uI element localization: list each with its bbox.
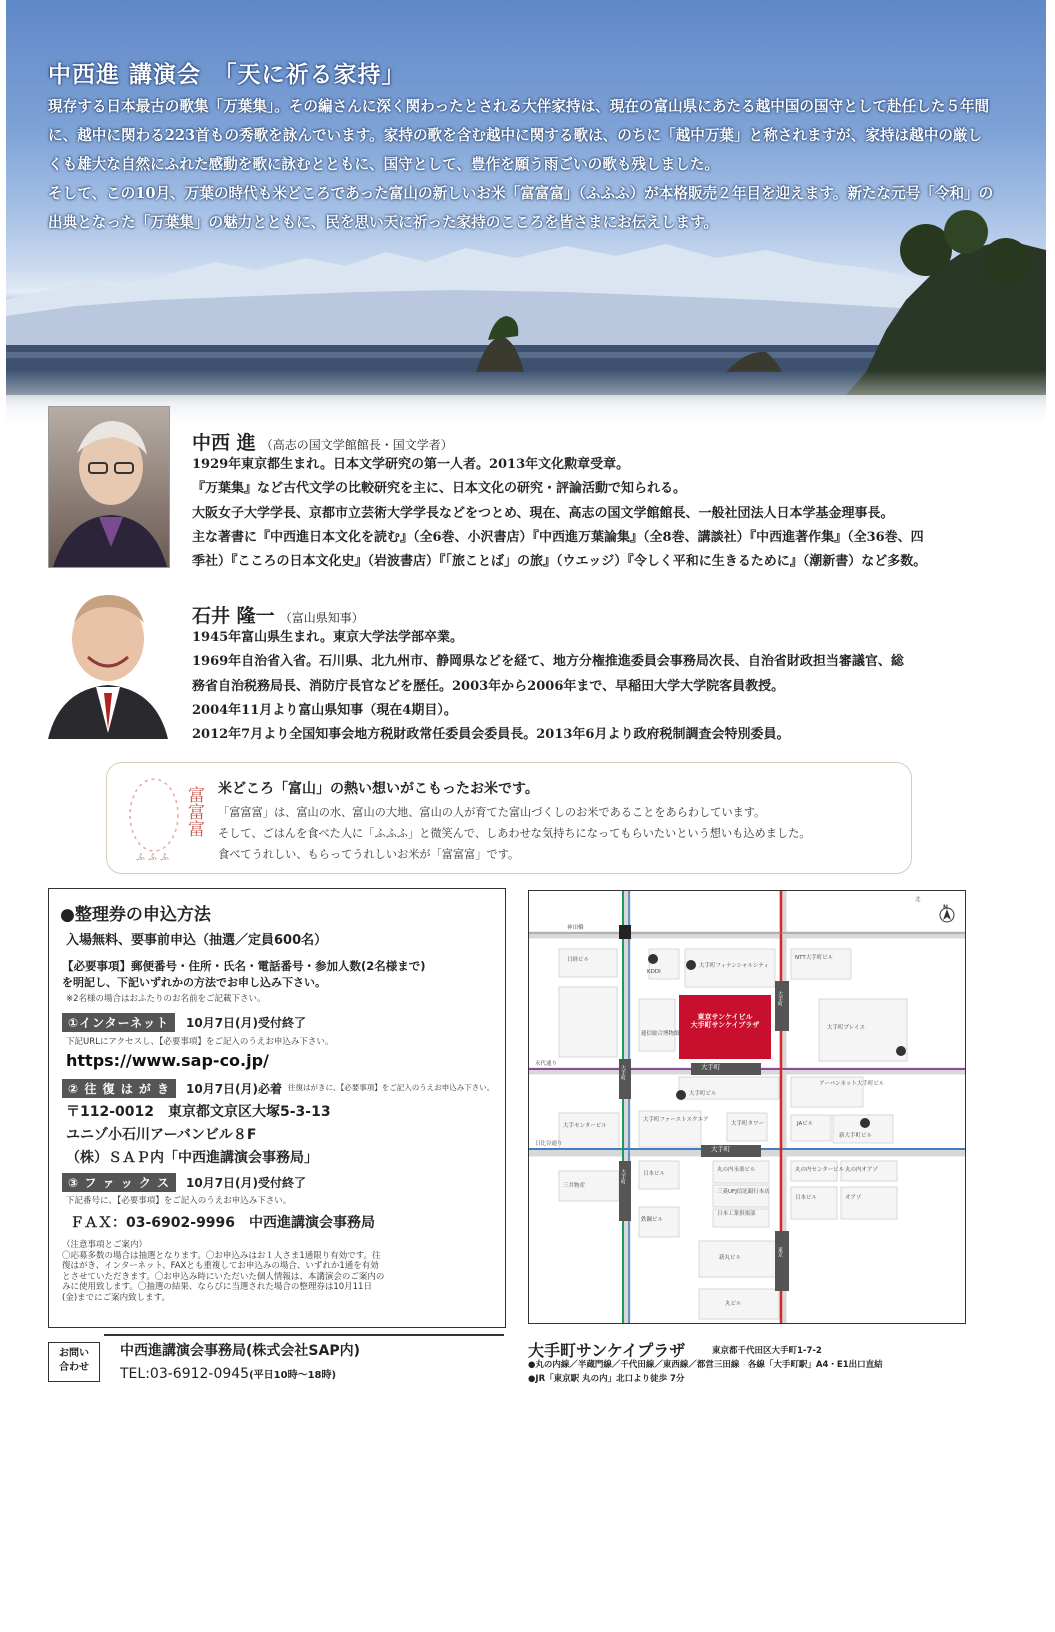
map-label: 日経ビル xyxy=(567,957,590,963)
bio-line: 季社）『こころの日本文化史』（岩波書店）『「旅ことば」の旅』（ウエッジ）『令しく平和に生きるために』（潮新書）など多数。 xyxy=(192,554,927,570)
bio-line: 主な著書に『中西進日本文化を読む』（全6巻、小沢書店）『中西進万葉論集』（全8巻、講談社）『中西進著作集』（全36巻、四 xyxy=(192,529,924,545)
map-label: 日比谷通り xyxy=(535,1141,563,1147)
fax-number: ＦＡＸ：03-6902-9996 中西進講演会事務局 xyxy=(70,1215,376,1231)
description-paragraph: そして、この10月、万葉の時代も米どころであった富山の新しいお米「富富富」（ふふふ）が本格販売２年目を迎えます。新たな元号「令和」の出典となった「万葉集」の魅力とともに、民を思い天に祈った家持のこころを皆さまにお伝えします。 xyxy=(48,185,994,231)
contact-divider xyxy=(104,1334,504,1336)
contact-label-box xyxy=(48,1342,100,1382)
speaker-photo-ishii xyxy=(48,583,168,739)
speaker-photo-nakanishi xyxy=(48,406,170,568)
internet-deadline: 10月7日(月)受付終了 xyxy=(186,1016,307,1030)
speaker-name: 石井 隆一 xyxy=(192,605,275,627)
map-label: 大手町ファーストスクエア xyxy=(643,1117,709,1123)
venue-label xyxy=(687,1013,763,1030)
map-label: 逓信総合博物館 xyxy=(641,1031,680,1037)
station-label: 東京 xyxy=(777,1247,783,1257)
map-label: 大手町タワー xyxy=(731,1121,765,1127)
notes xyxy=(62,1240,384,1303)
map-label: 三井物産 xyxy=(563,1183,586,1189)
postal-address: 〒112-0012 東京都文京区大塚5-3-13 xyxy=(66,1104,331,1120)
map-label: 日本工業倶楽部 xyxy=(717,1211,756,1217)
bio-line: 2012年7月より全国知事会地方税財政常任委員会委員長。2013年6月より政府税制調査会特別委員。 xyxy=(192,727,790,743)
bio-line: 『万葉集』など古代文学の比較研究を主に、日本文化の研究・評論活動で知られる。 xyxy=(192,481,687,497)
contact-label: 合わせ xyxy=(59,1362,89,1373)
speaker-bio xyxy=(192,453,926,574)
note-line: みに使用致します。〇抽選の結果、ならびに当選された場合の整理券は10月11日 xyxy=(62,1282,372,1292)
contact-label: お問い xyxy=(59,1348,89,1359)
map-label: JAビル xyxy=(797,1121,814,1127)
postcard-method-label: ② 往 復 は が き xyxy=(62,1079,176,1098)
map-label: 丸の内永楽ビル xyxy=(717,1167,756,1173)
building-name: ユニゾ小石川アーバンビル８F xyxy=(66,1127,257,1143)
rice-description xyxy=(218,802,811,865)
map-label: KDDI xyxy=(647,969,661,975)
station-label: 大手町 xyxy=(701,1063,721,1071)
map-label: 神田橋 xyxy=(567,925,584,931)
speaker-role: （高志の国文学館館長・国文学者） xyxy=(260,438,453,452)
contact-phone[interactable] xyxy=(120,1366,336,1382)
bio-line: 1969年自治省入省。石川県、北九州市、静岡県などを経て、地方分権推進委員会事務局次長、自治省財政担当審議官、総 xyxy=(192,654,904,670)
map-label: 丸の内センタービル xyxy=(795,1167,845,1173)
office-name: （株）ＳＡＰ内「中西進講演会事務局」 xyxy=(66,1150,318,1166)
note-line: (金)までにご案内致します。 xyxy=(62,1292,170,1303)
contact-org: 中西進講演会事務局(株式会社SAP内) xyxy=(120,1343,360,1359)
postcard-deadline: 10月7日(月)必着 xyxy=(186,1082,283,1096)
station-label: 大手町 xyxy=(620,1065,626,1080)
application-title: ●整理券の申込方法 xyxy=(60,905,211,925)
internet-method-label: ①インターネット xyxy=(62,1013,175,1032)
map-label: 新大手町ビル xyxy=(839,1133,873,1139)
rice-line: そして、ごはんを食べた人に「ふふふ」と微笑んで、しあわせな気持ちになってもらいたいという想いも込めました。 xyxy=(218,827,811,840)
note-line: 復はがき、インターネット、FAXとも重複してお申込みの場合、いずれか1通を有効 xyxy=(62,1261,379,1271)
map-label: 三菱UFJ信託銀行本店 xyxy=(717,1189,770,1195)
map-label: 大手町プレイス xyxy=(827,1025,865,1031)
map-label: NTT大手町ビル xyxy=(795,955,834,961)
fax-note: 下記番号に、【必要事項】をご記入のうえお申込み下さい。 xyxy=(66,1196,292,1206)
map-drawing xyxy=(529,891,965,1323)
required-note: ※2名様の場合はおふたりのお名前をご記載下さい。 xyxy=(66,994,266,1004)
map-label: オアゾ xyxy=(845,1195,862,1201)
speaker-name: 中西 進 xyxy=(192,432,256,454)
contact-tel[interactable]: TEL:03-6912-0945 xyxy=(120,1366,250,1382)
note-line: とさせていただきます。〇お申込み時にいただいた個人情報は、本講演会のご案内の xyxy=(62,1271,385,1282)
venue-map xyxy=(528,890,966,1324)
station-label: 大手町 xyxy=(711,1145,731,1153)
fufufu-logo xyxy=(124,770,204,864)
application-url[interactable]: https://www.sap-co.jp/ xyxy=(66,1051,269,1070)
venue-access: ●JR「東京駅 丸の内」北口より徒歩 7分 xyxy=(528,1374,685,1384)
rice-line: 「富富富」は、富山の水、富山の大地、富山の人が育てた富山づくしのお米であることをあらわしています。 xyxy=(218,806,766,819)
venue-address: 東京都千代田区大手町1-7-2 xyxy=(712,1346,822,1356)
station-label: 大手町 xyxy=(620,1169,626,1184)
map-label: 丸の内オアゾ xyxy=(845,1167,878,1173)
note-line: 〇応募多数の場合は抽選となります。〇お申込みはお１人さま1通限り有効です。往 xyxy=(62,1250,381,1261)
map-label: 大手センタービル xyxy=(563,1123,607,1129)
rice-headline: 米どころ「富山」の熱い想いがこもったお米です。 xyxy=(218,781,539,797)
map-label: 永代通り xyxy=(535,1061,558,1067)
bio-line: 1945年富山県生まれ。東京大学法学部卒業。 xyxy=(192,630,463,645)
application-subtitle: 入場無料、要事前申込（抽選／定員600名） xyxy=(66,933,328,948)
required-items: 【必要事項】郵便番号・住所・氏名・電話番号・参加人数(2名様まで) xyxy=(62,959,426,973)
map-label: 大手町フィナンシャルシティ xyxy=(699,963,769,969)
required-items-2: を明記し、下記いずれかの方法でお申し込み下さい。 xyxy=(62,976,326,989)
fax-deadline: 10月7日(月)受付終了 xyxy=(186,1176,307,1190)
bio-line: 1929年東京都生まれ。日本文学研究の第一人者。2013年文化勲章受章。 xyxy=(192,457,630,472)
map-label: アーバンネット大手町ビル xyxy=(819,1081,885,1087)
map-label: 鉄鋼ビル xyxy=(641,1217,664,1223)
rice-line: 食べてうれしい、もらってうれしいお米が「富富富」です。 xyxy=(218,848,520,861)
logo-kana: ふふふ xyxy=(135,853,172,863)
event-title: 中西進 講演会 「天に祈る家持」 xyxy=(48,61,406,88)
speaker-bio xyxy=(192,626,904,747)
venue-access: ●丸の内線／半蔵門線／千代田線／東西線／都営三田線 各線「大手町駅」A4・E1出口直結 xyxy=(528,1360,883,1370)
map-label: 大手町ビル xyxy=(689,1091,717,1097)
speaker-ishii xyxy=(192,601,364,628)
map-north-label: 北 xyxy=(915,897,921,903)
map-label: 新丸ビル xyxy=(719,1255,742,1261)
speaker-nakanishi xyxy=(192,428,453,455)
bio-line: 大阪女子大学学長、京都市立芸術大学学長などをつとめ、現在、高志の国文学館館長、一般社団法人日本学基金理事長。 xyxy=(192,505,894,521)
fax-method-label: ③ フ ァ ッ ク ス xyxy=(62,1173,176,1192)
station-label: 大手町 xyxy=(777,991,783,1006)
postcard-note: 往復はがきに、【必要事項】をご記入のうえお申込み下さい。 xyxy=(288,1083,495,1092)
event-description xyxy=(48,92,996,237)
bio-line: 務省自治税務局長、消防庁長官などを歴任。2003年から2006年まで、早稲田大学大学院客員教授。 xyxy=(192,678,785,694)
map-label: 日本ビル xyxy=(795,1195,818,1201)
notes-title: （注意事項とご案内） xyxy=(62,1240,148,1250)
bio-line: 2004年11月より富山県知事（現在4期目）。 xyxy=(192,702,457,718)
logo-text: 富富富 xyxy=(184,785,204,837)
internet-note: 下記URLにアクセスし、【必要事項】をご記入のうえお申込み下さい。 xyxy=(66,1037,334,1047)
venue-label-line: 大手町サンケイプラザ xyxy=(690,1021,760,1030)
venue-name: 大手町サンケイプラザ xyxy=(528,1341,686,1360)
map-label: 日本ビル xyxy=(643,1171,666,1177)
map-north-mark: N xyxy=(943,904,949,911)
speaker-role: （富山県知事） xyxy=(279,611,364,625)
map-label: 丸ビル xyxy=(725,1301,742,1307)
description-paragraph: 現存する日本最古の歌集「万葉集」。その編さんに深く関わったとされる大伴家持は、現在の富山県にあたる越中国の国守として赴任した５年間に、越中に関わる223首もの秀歌を詠んでいます。家持の歌を含む越中に関する歌は、のちに「越中万葉」と称されますが、家持は越中の厳しくも雄大な自然にふれた感動を歌に詠むとともに、国守として、豊作を願う雨ごいの歌も残しました。 xyxy=(48,98,990,173)
venue-label-line: 東京サンケイビル xyxy=(697,1013,753,1021)
contact-hours: (平日10時〜18時) xyxy=(249,1370,337,1381)
